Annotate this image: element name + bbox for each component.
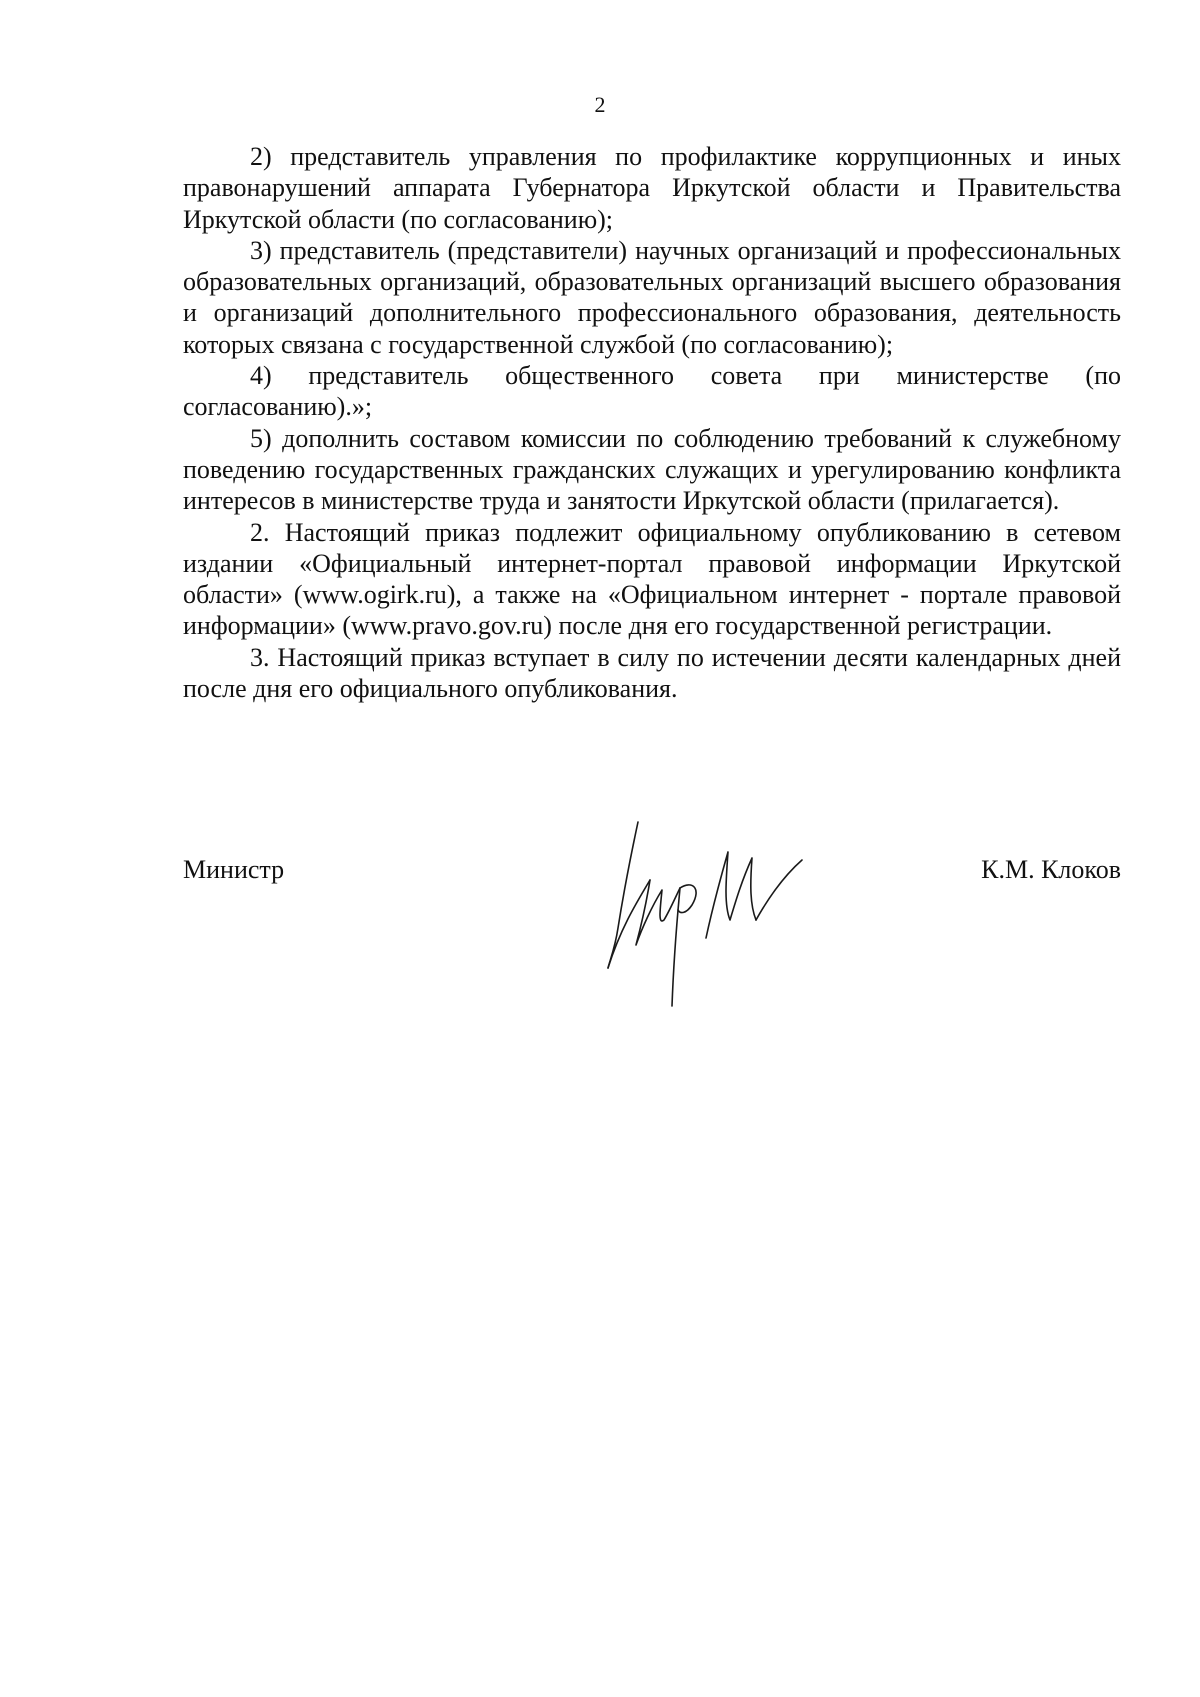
handwritten-signature (580, 810, 820, 1010)
paragraph-item-2: 2) представитель управления по профилактике коррупционных и иных правонарушений аппарата Губернатора Иркутской области и Правительства Иркутской области (по согласованию); (183, 142, 1121, 234)
signer-position: Министр (183, 855, 285, 884)
paragraph-item-3: 3) представитель (представители) научных организаций и профессиональных образовательных организаций, образовательных организаций высшего образования и организаций дополнительного профессионального образования, деятельность которых связана с государственной службой (по согласованию); (183, 235, 1121, 359)
paragraph-clause-2: 2. Настоящий приказ подлежит официальному опубликованию в сетевом издании «Официальный интернет-портал правовой информации Иркутской области» (www.ogirk.ru), а также на «Официальном интернет - портале правовой информации» (www.pravo.gov.ru) после дня его государственной регистрации. (183, 517, 1121, 641)
paragraph-clause-3: 3. Настоящий приказ вступает в силу по истечении десяти календарных дней после дня его официального опубликования. (183, 642, 1121, 704)
paragraph-item-5: 5) дополнить составом комиссии по соблюдению требований к служебному поведению государственных гражданских служащих и урегулированию конфликта интересов в министерстве труда и занятости Иркутской области (прилагается). (183, 423, 1121, 516)
signer-name: К.М. Клоков (981, 855, 1121, 884)
page-number: 2 (594, 92, 606, 117)
paragraph-item-4: 4) представитель общественного совета при министерстве (по согласованию).»; (183, 361, 1121, 422)
document-body (183, 141, 1121, 704)
